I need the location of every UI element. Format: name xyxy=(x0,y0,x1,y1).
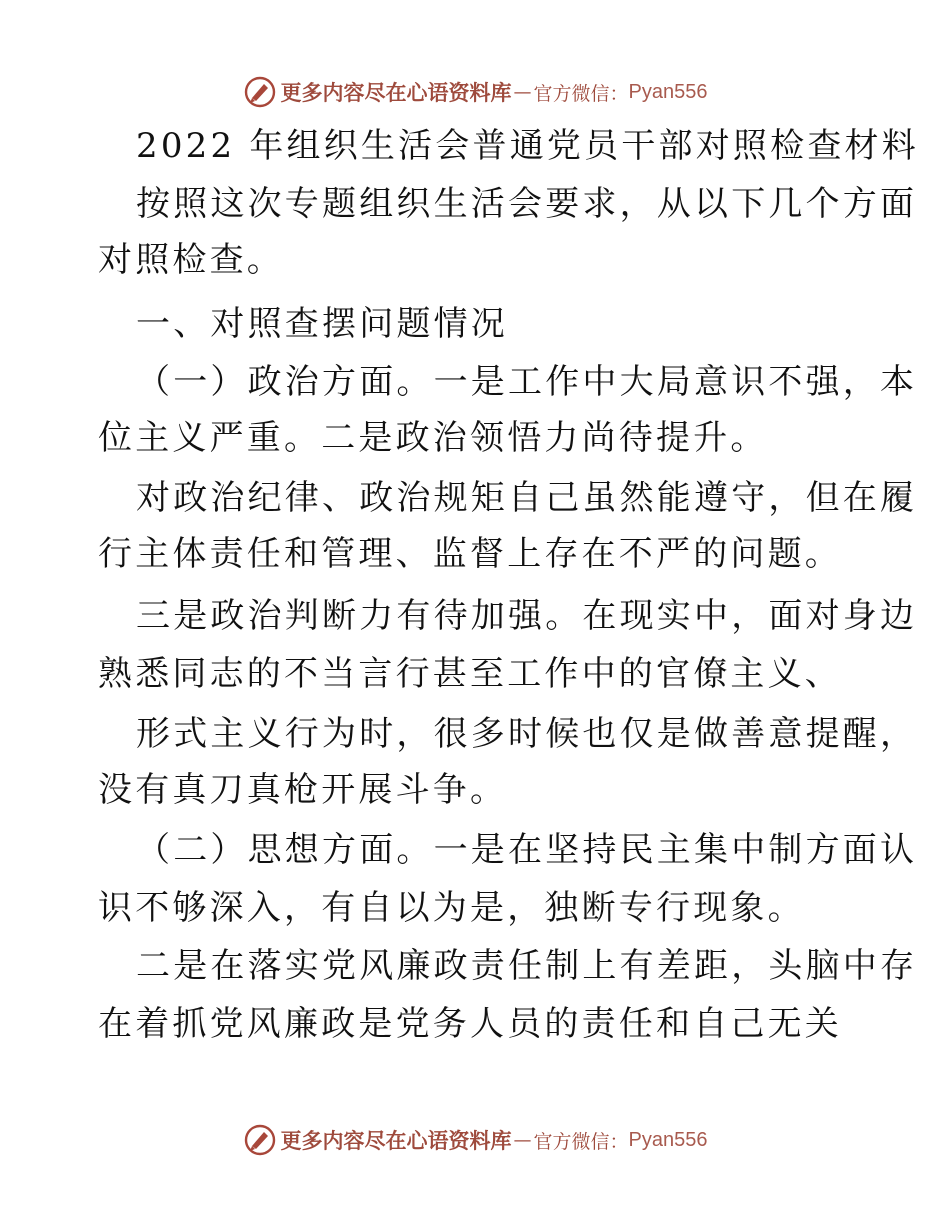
watermark-wechat-label: 官方微信： xyxy=(533,82,629,105)
paragraph-line: 识不够深入，有自以为是，独断专行现象。 xyxy=(98,888,805,928)
paragraph-line: （二）思想方面。一是在坚持民主集中制方面认 xyxy=(136,830,918,870)
paragraph-line: 三是政治判断力有待加强。在现实中，面对身边 xyxy=(136,596,918,636)
pen-logo-icon xyxy=(243,1123,277,1157)
paragraph-line: 在着抓党风廉政是党务人员的责任和自己无关 xyxy=(98,1004,842,1044)
paragraph-line: 形式主义行为时，很多时候也仅是做善意提醒， xyxy=(136,714,918,754)
paragraph-line: 位主义严重。二是政治领悟力尚待提升。 xyxy=(98,418,768,458)
watermark-separator: — xyxy=(513,81,532,103)
document-title: 2022 年组织生活会普通党员干部对照检查材料 xyxy=(136,126,919,166)
paragraph-line: 没有真刀真枪开展斗争。 xyxy=(98,770,508,810)
watermark-wechat-id: Pyan556 xyxy=(628,80,708,103)
paragraph-line: 熟悉同志的不当言行甚至工作中的官僚主义、 xyxy=(98,654,842,694)
footer-watermark-banner xyxy=(0,1120,950,1160)
section-heading: 一、对照查摆问题情况 xyxy=(136,304,508,344)
watermark-wechat-id: Pyan556 xyxy=(628,1128,708,1151)
paragraph-line: 二是在落实党风廉政责任制上有差距，头脑中存 xyxy=(136,946,918,986)
paragraph-line: 行主体责任和管理、监督上存在不严的问题。 xyxy=(98,534,842,574)
pen-logo-icon xyxy=(243,75,277,109)
paragraph-line: 对照检查。 xyxy=(98,240,284,280)
watermark-text: 更多内容尽在心语资料库 xyxy=(280,1128,512,1153)
paragraph-line: 按照这次专题组织生活会要求，从以下几个方面 xyxy=(136,184,918,224)
header-watermark-banner xyxy=(0,72,950,112)
watermark-text: 更多内容尽在心语资料库 xyxy=(280,80,512,105)
paragraph-line: 对政治纪律、政治规矩自己虽然能遵守，但在履 xyxy=(136,478,918,518)
watermark-wechat-label: 官方微信： xyxy=(533,1130,629,1153)
paragraph-line: （一）政治方面。一是工作中大局意识不强，本 xyxy=(136,362,918,402)
watermark-separator: — xyxy=(513,1129,532,1151)
